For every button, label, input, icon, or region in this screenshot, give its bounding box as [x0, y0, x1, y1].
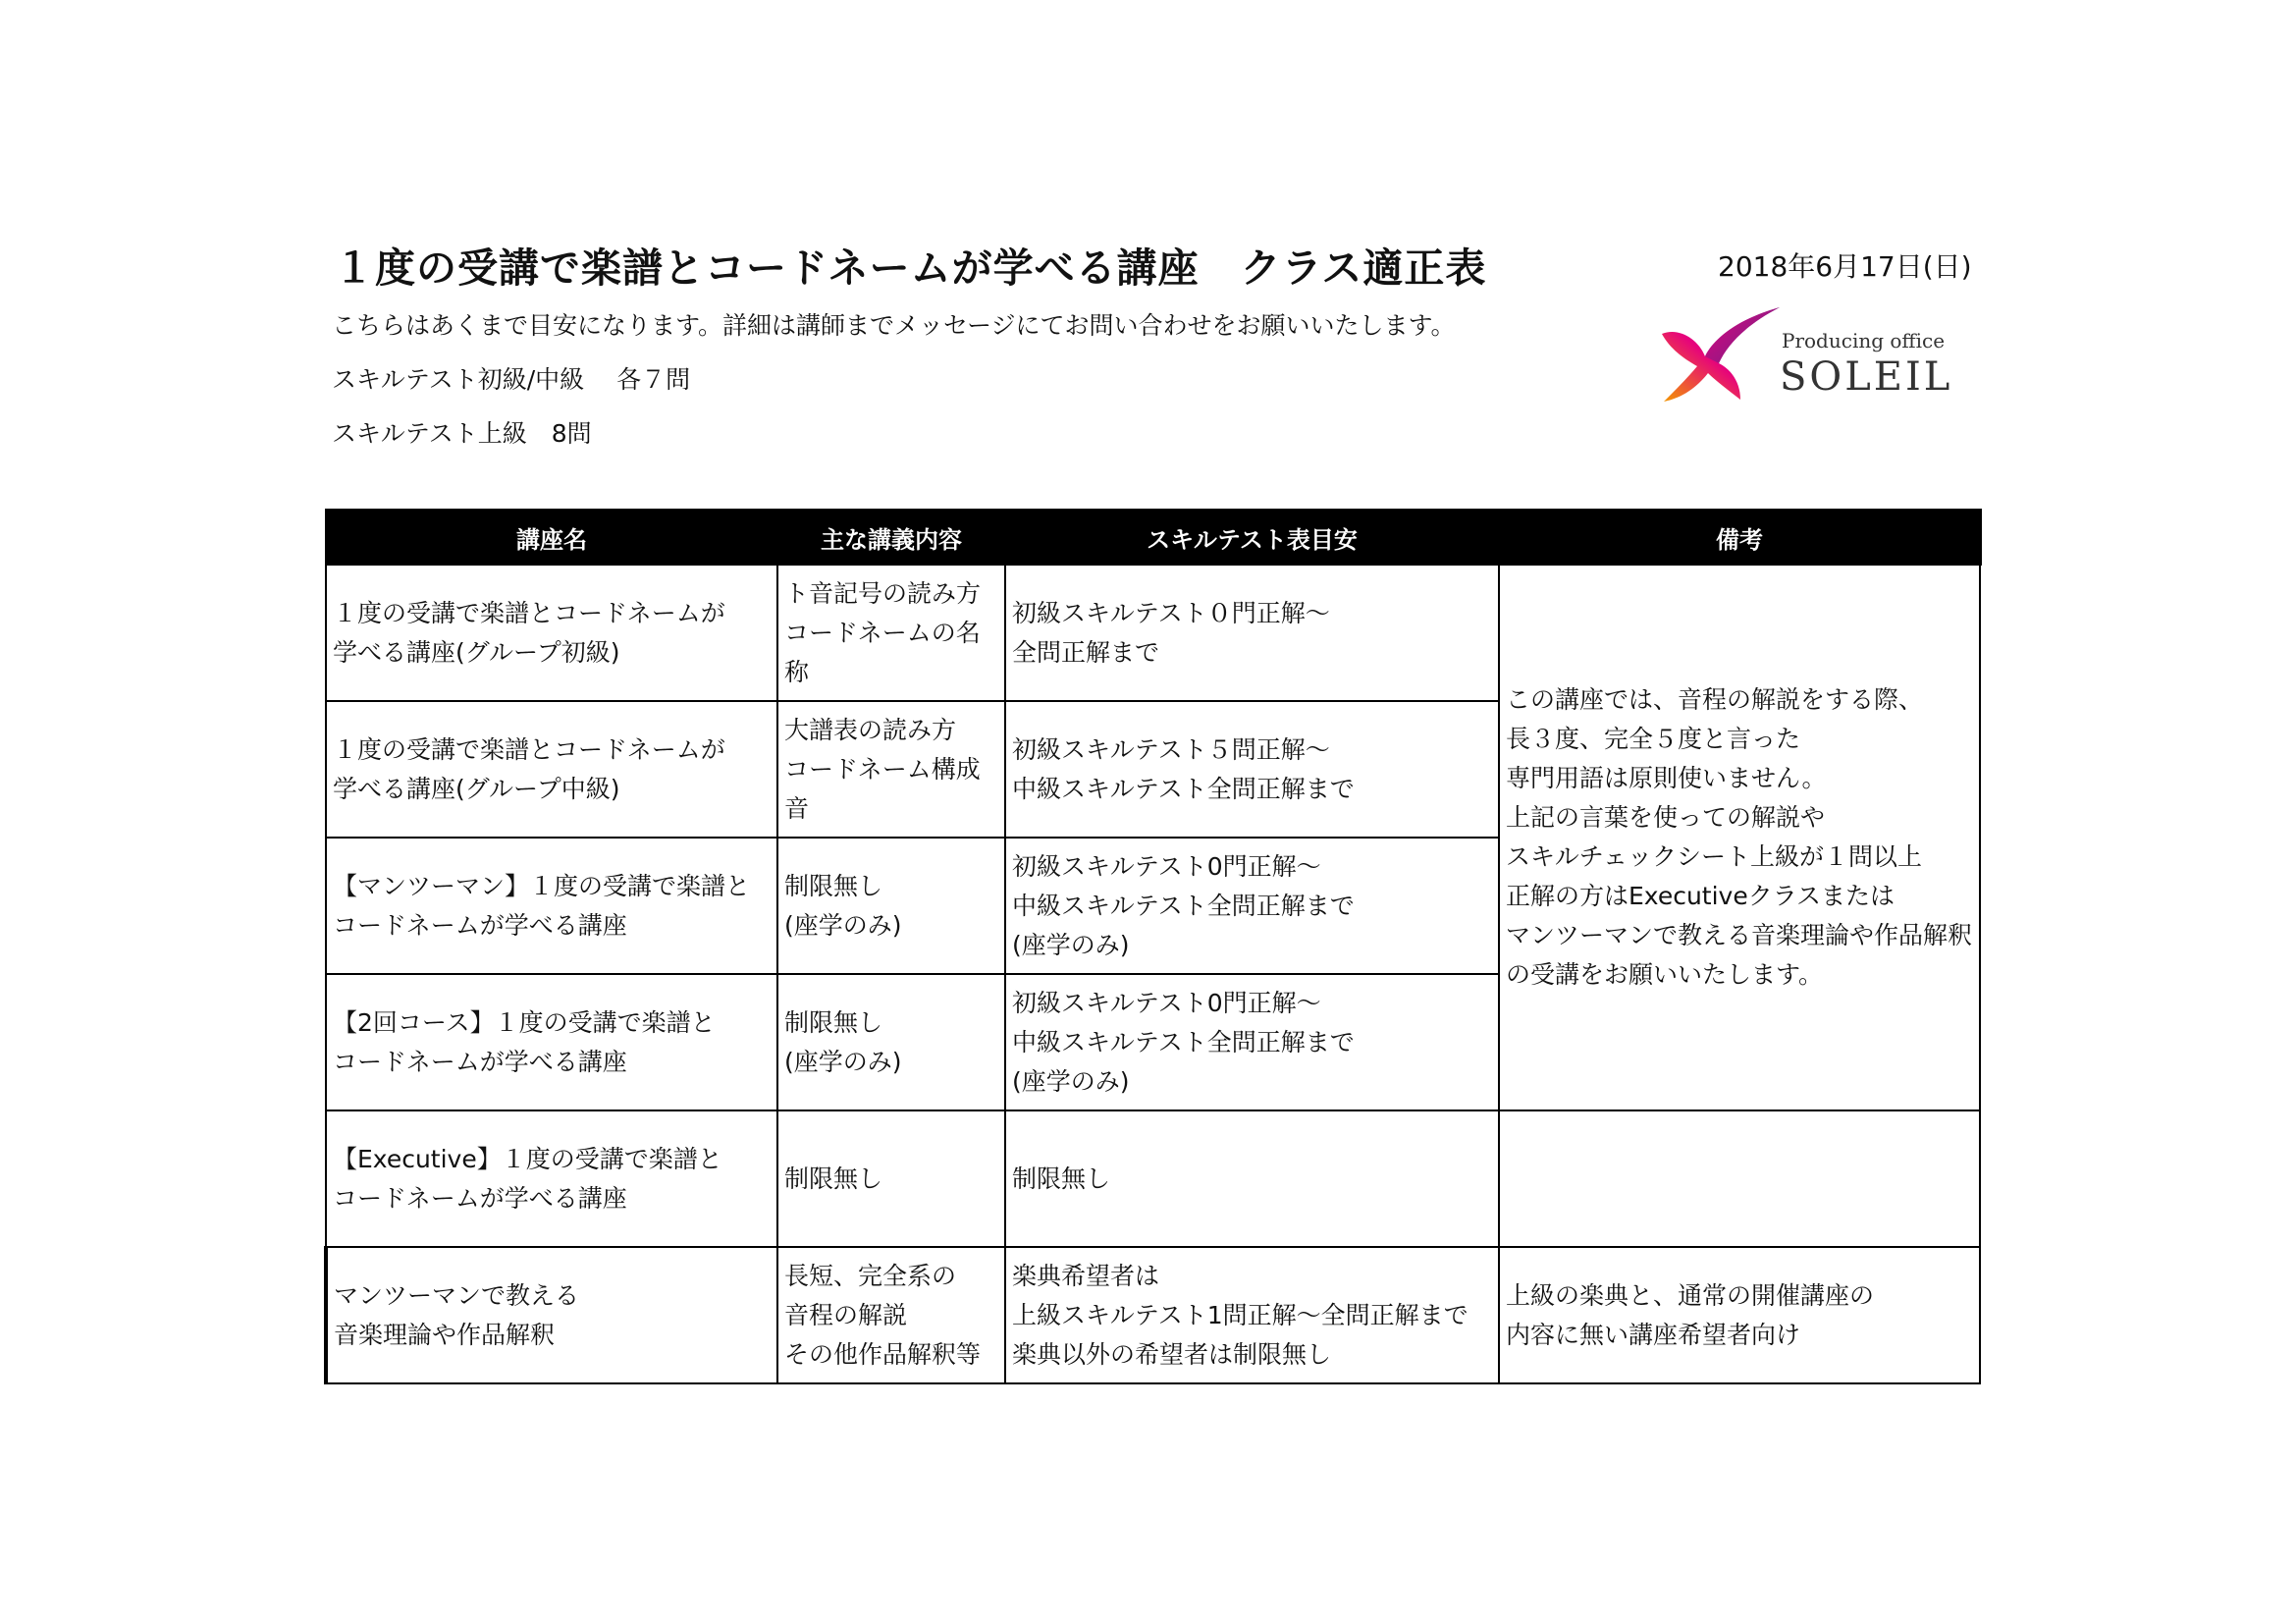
- skill-cell: 初級スキルテスト０門正解～ 全問正解まで: [1005, 565, 1499, 702]
- document-date: 2018年6月17日(日): [1718, 250, 1972, 283]
- content-cell: 長短、完全系の 音程の解説 その他作品解釈等: [777, 1247, 1005, 1383]
- content-cell: 制限無し (座学のみ): [777, 974, 1005, 1110]
- skill-cell: 楽典希望者は 上級スキルテスト1問正解～全問正解まで 楽典以外の希望者は制限無し: [1005, 1247, 1499, 1383]
- header-main-content: 主な講義内容: [777, 511, 1005, 565]
- table-row: [326, 1110, 1980, 1247]
- skill-cell: 初級スキルテスト0門正解～ 中級スキルテスト全問正解まで (座学のみ): [1005, 974, 1499, 1110]
- soleil-logo: [1654, 299, 1953, 407]
- content-cell: 大譜表の読み方 コードネーム構成音: [777, 701, 1005, 838]
- table-header-row: [326, 511, 1980, 565]
- class-suitability-table: [324, 509, 1982, 1384]
- course-name-cell: 【2回コース】１度の受講で楽譜と コードネームが学べる講座: [326, 974, 777, 1110]
- course-name-cell: １度の受講で楽譜とコードネームが 学べる講座(グループ中級): [326, 701, 777, 838]
- table-row: [326, 565, 1980, 702]
- course-name-cell: １度の受講で楽譜とコードネームが 学べる講座(グループ初級): [326, 565, 777, 702]
- header-remarks: 備考: [1499, 511, 1980, 565]
- remark-cell: 上級の楽典と、通常の開催講座の 内容に無い講座希望者向け: [1499, 1247, 1980, 1383]
- content-cell: ト音記号の読み方 コードネームの名称: [777, 565, 1005, 702]
- header-skill-guideline: スキルテスト表目安: [1005, 511, 1499, 565]
- table-row: [326, 1247, 1980, 1383]
- header-course-name: 講座名: [326, 511, 777, 565]
- butterfly-logo-icon: [1654, 299, 1787, 407]
- course-name-cell: 【Executive】１度の受講で楽譜と コードネームが学べる講座: [326, 1110, 777, 1247]
- note-skilltest-basic: スキルテスト初級/中級 各７問: [332, 365, 691, 394]
- skill-cell: 制限無し: [1005, 1110, 1499, 1247]
- skill-cell: 初級スキルテスト0門正解～ 中級スキルテスト全問正解まで (座学のみ): [1005, 838, 1499, 974]
- logo-subtitle: Producing office: [1782, 329, 1946, 352]
- note-skilltest-advanced: スキルテスト上級 8問: [332, 419, 592, 448]
- remark-cell: [1499, 1110, 1980, 1247]
- note-guideline: こちらはあくまで目安になります。詳細は講師までメッセージにてお問い合わせをお願いいたします。: [332, 311, 1456, 340]
- course-name-cell: 【マンツーマン】１度の受講で楽譜と コードネームが学べる講座: [326, 838, 777, 974]
- merged-remark-cell: この講座では、音程の解説をする際、 長３度、完全５度と言った 専門用語は原則使いません。 上記の言葉を使っての解説や スキルチェックシート上級が１問以上 正解の方はExecutiveクラスまたは マンツーマンで教える音楽理論や作品解釈 の受講をお願いいたします。: [1499, 565, 1980, 1111]
- course-name-cell: マンツーマンで教える 音楽理論や作品解釈: [326, 1247, 777, 1383]
- skill-cell: 初級スキルテスト５問正解～ 中級スキルテスト全問正解まで: [1005, 701, 1499, 838]
- logo-wordmark: SOLEIL: [1780, 354, 1953, 400]
- page-title: １度の受講で楽譜とコードネームが学べる講座 クラス適正表: [334, 244, 1487, 292]
- content-cell: 制限無し (座学のみ): [777, 838, 1005, 974]
- content-cell: 制限無し: [777, 1110, 1005, 1247]
